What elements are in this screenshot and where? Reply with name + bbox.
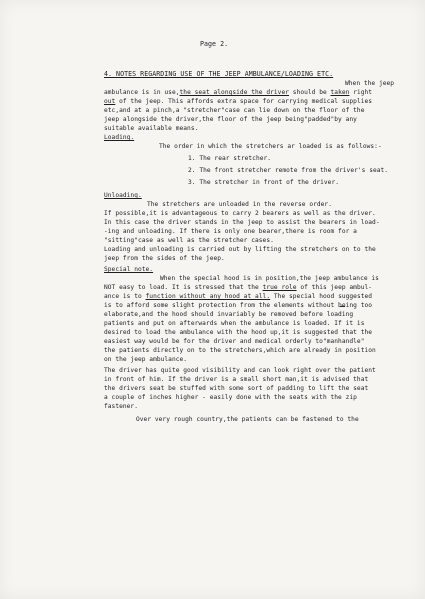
p1-line-2e: right: [349, 89, 373, 96]
p1-line-5: jeep alongside the driver,the floor of the jeep being"padded"by any: [104, 116, 357, 123]
special-note-heading: Special note.: [104, 266, 154, 273]
special-note-line-2: [104, 284, 372, 292]
p1-line-2d: taken: [330, 89, 350, 96]
special-note-line-5: elaborate,and the hood should invariably be removed before loading: [104, 311, 354, 318]
special-note-line-1: When the special hood is in position,the jeep ambulance is: [160, 275, 379, 282]
special-note-true-role: true role: [262, 284, 297, 291]
p1-line-4: etc,and at a pinch,a "stretcher"case can lie down on the floor of the: [104, 107, 365, 114]
unloading-line-1: The stretchers are unloaded in the reverse order.: [147, 201, 332, 208]
p1-line-2b: the seat alongside the driver: [179, 89, 289, 96]
p1-line-6: suitable available means.: [104, 125, 199, 132]
p1-line-3a: out: [104, 98, 116, 105]
special-note-line-3e: The special hood suggested: [270, 293, 373, 300]
driver-line-5: fastener.: [104, 403, 138, 410]
unloading-line-3: In this case the driver stands in the jeep to assist the bearers in load-: [104, 219, 380, 226]
driver-line-2: in front of him. If the driver is a small short man,it is advised that: [104, 376, 369, 383]
p1-line-1: When the jeep: [345, 80, 395, 87]
special-note-line-8: easiest way would be for the driver and medical orderly to"manhandle": [104, 338, 365, 345]
p1-line-2c: should be: [289, 89, 331, 96]
section-heading: 4. NOTES REGARDING USE OF THE JEEP AMBULANCE/LOADING ETC.: [104, 70, 334, 78]
unloading-line-4: -ing and unloading. If there is only one bearer,there is room for a: [104, 228, 357, 235]
special-note-line-10: on the jeep ambulance.: [104, 356, 188, 363]
loading-heading: Loading.: [104, 134, 135, 141]
special-note-line-7: desired to load the ambulance with the hood up,it is suggested that the: [104, 329, 373, 336]
special-note-line-2a: NOT easy to load. It is stressed that the: [104, 284, 263, 291]
p1-line-3: [104, 98, 372, 106]
special-note-line-4: is to afford some slight protection from the elements without being too: [104, 302, 373, 309]
p1-line-3b: of the jeep. This affords extra space for carrying medical supplies: [115, 98, 373, 105]
unloading-heading: Unloading.: [104, 192, 142, 199]
special-note-line-2e: of this jeep ambul-: [296, 284, 373, 291]
special-note-line-6: patients and put on afterwards when the ambulance is loaded. If it is: [104, 320, 365, 327]
special-note-function-without-hood: function without any hood at all.: [145, 293, 271, 300]
loading-item-3: 3. The stretcher in front of the driver.: [188, 179, 340, 186]
p1-line-2: [104, 89, 372, 97]
driver-line-4: a couple of inches higher - easily done with the seats with the zip: [104, 394, 357, 401]
p1-line-2a: ambulance is in use,: [104, 89, 180, 96]
page-title: Page 2.: [200, 40, 229, 48]
driver-line-1: The driver has quite good visibility and can look right over the patient: [104, 367, 376, 374]
unloading-line-7: jeep from the sides of the jeep.: [104, 255, 225, 262]
unloading-line-5: "sitting"case as well as the stretcher cases.: [104, 237, 274, 244]
loading-intro: The order in which the stretchers ar loaded is as follows:-: [159, 143, 382, 150]
unloading-line-6: Loading and unloading is carried out by lifting the stretchers on to the: [104, 246, 376, 253]
loading-item-1: 1. The rear stretcher.: [188, 155, 272, 162]
unloading-line-2: If possible,it is advantageous to carry 2 bearers as well as the driver.: [104, 210, 376, 217]
special-note-line-3: [104, 293, 372, 301]
driver-line-3: the drivers seat be stuffed with some sort of padding to lift the seat: [104, 385, 369, 392]
loading-item-2: 2. The front stretcher remote from the driver's seat.: [188, 167, 389, 174]
special-note-line-9: the patients directly on to the stretchers,which are already in position: [104, 347, 376, 354]
special-note-line-3a: ance is to: [104, 293, 146, 300]
final-line-1: Over very rough country,the patients can be fastened to the: [136, 416, 359, 423]
